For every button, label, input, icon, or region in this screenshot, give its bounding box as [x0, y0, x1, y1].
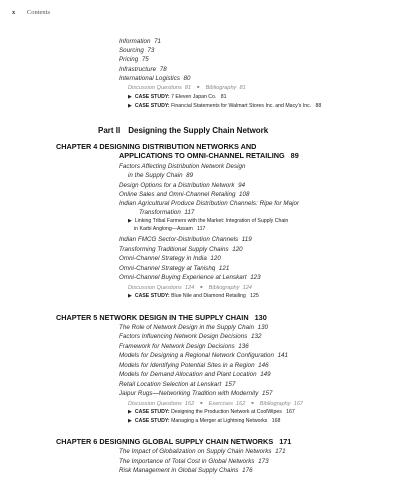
toc-entry: Jaipur Rugs—Networking Tradition with Modernity 157 — [119, 390, 273, 397]
chapter-page: 130 — [254, 313, 267, 322]
toc-entry: Models for Identifying Potential Sites in a Region 146 — [119, 362, 269, 369]
triangle-bullet-icon: ▶ — [128, 218, 132, 224]
toc-entry-cont: in the Supply Chain 89 — [128, 172, 194, 179]
chapter-title: DESIGNING DISTRIBUTION NETWORKS AND — [99, 142, 257, 151]
chapter-heading — [56, 314, 267, 322]
toc-entry-cont: Transformation 117 — [139, 209, 195, 216]
chapter-page: 171 — [279, 437, 292, 446]
toc-entry: Indian Agricultural Produce Distribution Channels: Ripe for Major — [119, 200, 300, 207]
toc-entry: Retail Location Selection at Lenskart 157 — [119, 381, 236, 388]
toc-entry: Sourcing 73 — [119, 47, 155, 54]
triangle-bullet-icon: ▶ — [128, 418, 132, 424]
toc-entry: Omni-Channel Buying Experience at Lenskart 123 — [119, 274, 261, 281]
toc-entry: The Impact of Globalization on Supply Chain Networks 171 — [119, 448, 286, 455]
part-heading — [98, 126, 268, 135]
toc-entry: Design Options for a Distribution Network 94 — [119, 182, 246, 189]
case-study-entry: ▶ CASE STUDY: 7 Eleven Japan Co. 81 — [128, 94, 227, 100]
case-study-entry: ▶ CASE STUDY: Managing a Merger at Lightning Networks 168 — [128, 418, 281, 424]
triangle-bullet-icon: ▶ — [128, 409, 132, 415]
case-study-entry: ▶ CASE STUDY: Blue Nile and Diamond Retailing 125 — [128, 293, 259, 299]
toc-entry: Omni-Channel Strategy at Tanishq 121 — [119, 265, 230, 272]
triangle-bullet-icon: ▶ — [128, 103, 132, 109]
chapter-label: CHAPTER 4 — [56, 142, 98, 151]
toc-entry: Information 71 — [119, 38, 162, 45]
chapter-title: NETWORK DESIGN IN THE SUPPLY CHAIN — [99, 313, 249, 322]
toc-entry: Indian FMCG Sector-Distribution Channels 119 — [119, 236, 252, 243]
chapter-label: CHAPTER 6 — [56, 437, 98, 446]
header-page-number: x — [12, 9, 16, 16]
chapter-label: CHAPTER 5 — [56, 313, 98, 322]
toc-entry: The Role of Network Design in the Supply Chain 130 — [119, 324, 269, 331]
toc-entry: The Importance of Total Cost in Global Networks 173 — [119, 458, 269, 465]
triangle-bullet-icon: ▶ — [128, 94, 132, 100]
header-title: Contents — [26, 9, 50, 16]
part-label: Part II — [98, 126, 121, 135]
discussion-bibliography-line: Discussion Questions 81 ■ Bibliography 81 — [128, 84, 246, 91]
toc-entry: Infrastructure 78 — [119, 66, 167, 73]
running-header — [12, 9, 50, 16]
inline-case-entry: ▶ Linking Tribal Farmers with the Market: Integration of Supply Chain — [128, 218, 289, 224]
toc-entry: Transforming Traditional Supply Chains 120 — [119, 246, 243, 253]
chapter-heading — [56, 438, 291, 446]
toc-entry: Models for Designing a Regional Network Configuration 141 — [119, 352, 289, 359]
toc-entry: Models for Demand Allocation and Plant Location 149 — [119, 371, 271, 378]
toc-entry: Online Sales and Omni-Channel Retailing 108 — [119, 191, 250, 198]
toc-entry: Factors Affecting Distribution Network Design — [119, 163, 246, 170]
part-title: Designing the Supply Chain Network — [128, 126, 269, 135]
toc-entry: Pricing 75 — [119, 56, 149, 63]
toc-entry: Framework for Network Design Decisions 136 — [119, 343, 249, 350]
chapter-heading-cont: APPLICATIONS TO OMNI-CHANNEL RETAILING 89 — [119, 151, 299, 160]
chapter-heading — [56, 143, 256, 151]
case-study-entry: ▶ CASE STUDY: Designing the Production Network at CoolWipes 167 — [128, 409, 295, 415]
case-study-entry: ▶ CASE STUDY: Financial Statements for Walmart Stores Inc. and Macy’s Inc. 88 — [128, 103, 322, 109]
toc-entry: Factors Influencing Network Design Decisions 132 — [119, 333, 262, 340]
chapter-page: 89 — [290, 151, 299, 160]
discussion-exercises-bibliography-line: Discussion Questions 162 ■ Exercises 162 ■ Bibliography 167 — [128, 400, 304, 407]
toc-entry: Risk Management in Global Supply Chains 176 — [119, 467, 253, 474]
discussion-bibliography-line: Discussion Questions 124 ■ Bibliography 124 — [128, 284, 252, 291]
chapter-title: DESIGNING GLOBAL SUPPLY CHAIN NETWORKS — [99, 437, 274, 446]
triangle-bullet-icon: ▶ — [128, 293, 132, 299]
inline-case-entry-cont: in Karbi Anglong—Assam 117 — [134, 226, 206, 232]
toc-entry: International Logistics 80 — [119, 75, 191, 82]
toc-entry: Omni-Channel Strategy in India 120 — [119, 255, 221, 262]
